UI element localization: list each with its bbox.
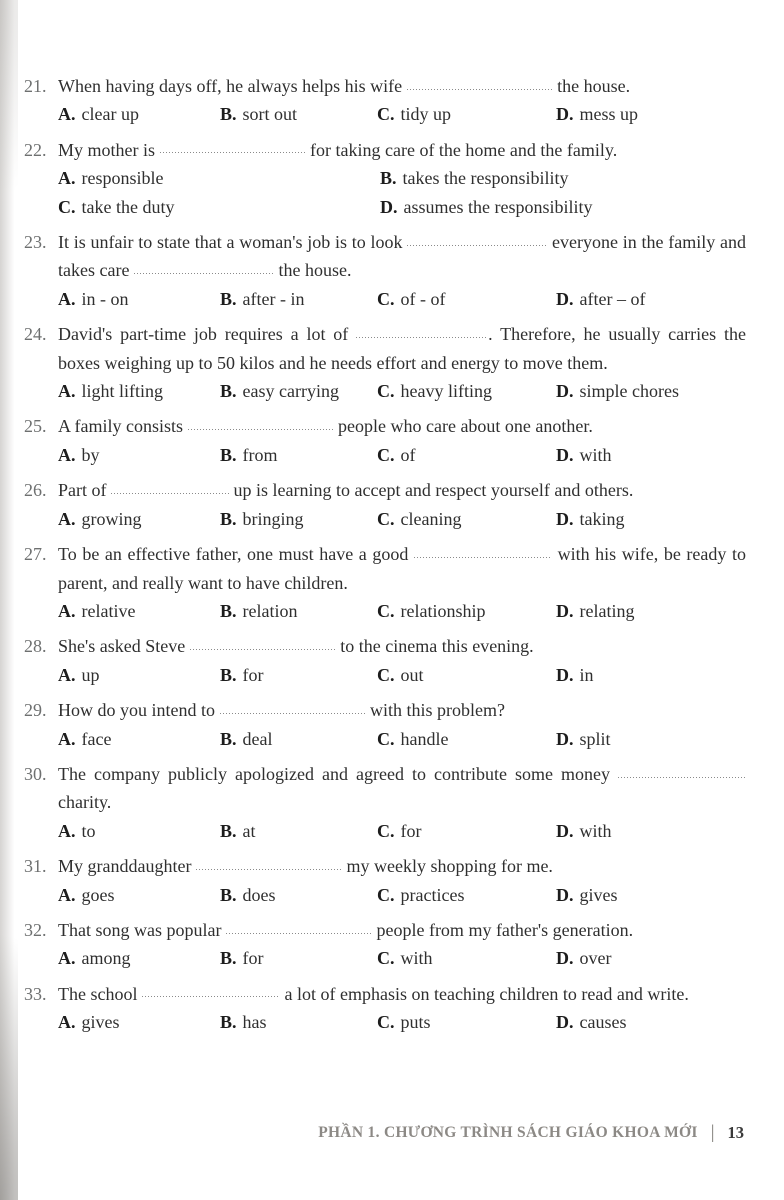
answer-option[interactable]	[220, 285, 377, 313]
option-letter: D.	[556, 664, 574, 685]
stem-text: David's part-time job requires a lot of	[58, 324, 357, 345]
page-number: 13	[727, 1123, 744, 1142]
options-row	[58, 817, 746, 845]
option-letter: A.	[58, 1012, 76, 1033]
question-number: 24.	[24, 324, 47, 345]
option-text: relating	[579, 600, 635, 621]
option-text: after - in	[242, 288, 305, 309]
option-text: responsible	[81, 168, 164, 189]
stem-text: When having days off, he always helps his wife	[58, 76, 407, 96]
question-item	[24, 476, 746, 533]
question-number: 29.	[24, 700, 47, 721]
question-item	[24, 696, 746, 753]
answer-blank[interactable]	[220, 702, 366, 716]
answer-option[interactable]	[220, 597, 377, 625]
option-letter: B.	[220, 948, 237, 969]
question-item	[24, 980, 746, 1037]
questions-list	[24, 72, 746, 1037]
question-stem	[58, 320, 746, 377]
option-letter: D.	[556, 381, 574, 402]
stem-text: for taking care of the home and the family.	[305, 139, 618, 160]
option-letter: A.	[58, 104, 76, 125]
option-text: deal	[242, 728, 273, 749]
answer-option[interactable]	[380, 164, 746, 192]
option-letter: A.	[58, 728, 76, 749]
option-letter: B.	[220, 288, 237, 309]
option-letter: C.	[377, 508, 395, 529]
answer-option[interactable]	[220, 505, 377, 533]
option-letter: C.	[377, 381, 395, 402]
option-text: in - on	[81, 288, 129, 309]
stem-text: the house.	[273, 260, 352, 281]
option-text: from	[242, 444, 278, 465]
option-text: with	[400, 948, 433, 969]
question-body	[58, 540, 746, 625]
option-letter: D.	[380, 196, 398, 217]
option-letter: C.	[377, 104, 395, 125]
options-row	[58, 285, 746, 313]
option-text: after – of	[579, 288, 646, 309]
answer-option[interactable]	[556, 505, 746, 533]
option-letter: C.	[377, 600, 395, 621]
options-row	[58, 505, 746, 533]
option-text: over	[579, 948, 612, 969]
answer-option[interactable]	[220, 441, 377, 469]
option-letter: B.	[220, 444, 237, 465]
stem-text: people who care about one another.	[333, 416, 593, 437]
question-body	[58, 72, 746, 129]
stem-text: My granddaughter	[58, 856, 196, 877]
option-letter: D.	[556, 884, 574, 905]
option-letter: B.	[220, 820, 237, 841]
question-number: 33.	[24, 983, 47, 1004]
answer-option[interactable]	[377, 725, 556, 753]
option-letter: D.	[556, 600, 574, 621]
option-text: assumes the responsibility	[403, 196, 593, 217]
option-text: split	[579, 728, 611, 749]
answer-option[interactable]	[556, 661, 746, 689]
option-text: in	[579, 664, 594, 685]
answer-option[interactable]	[58, 285, 220, 313]
options-row	[58, 377, 746, 405]
option-text: practices	[400, 884, 465, 905]
option-text: by	[81, 444, 100, 465]
option-text: of	[400, 444, 416, 465]
option-text: with	[579, 820, 612, 841]
question-number: 32.	[24, 919, 47, 940]
question-item	[24, 72, 746, 129]
options-row	[58, 661, 746, 689]
question-stem	[58, 916, 746, 944]
answer-option[interactable]	[58, 1008, 220, 1036]
question-number: 21.	[24, 76, 47, 96]
answer-option[interactable]	[58, 505, 220, 533]
answer-option[interactable]	[377, 285, 556, 313]
answer-blank[interactable]	[407, 78, 553, 92]
answer-blank[interactable]	[190, 638, 336, 652]
option-text: out	[400, 664, 424, 685]
answer-option[interactable]	[556, 441, 746, 469]
answer-blank[interactable]	[407, 234, 547, 248]
option-letter: B.	[220, 1012, 237, 1033]
question-item	[24, 760, 746, 845]
option-letter: B.	[220, 104, 237, 125]
option-letter: D.	[556, 444, 574, 465]
question-stem	[58, 136, 746, 164]
option-text: mess up	[579, 104, 638, 125]
answer-option[interactable]	[220, 1008, 377, 1036]
option-letter: B.	[380, 168, 397, 189]
option-text: sort out	[242, 104, 298, 125]
question-stem	[58, 412, 746, 440]
options-row	[58, 100, 746, 128]
options-row	[58, 1008, 746, 1036]
question-item	[24, 632, 746, 689]
question-body	[58, 412, 746, 469]
question-body	[58, 760, 746, 845]
answer-option[interactable]	[377, 597, 556, 625]
question-stem	[58, 632, 746, 660]
option-letter: B.	[220, 728, 237, 749]
option-letter: A.	[58, 884, 76, 905]
answer-option[interactable]	[58, 193, 380, 221]
answer-option[interactable]	[377, 944, 556, 972]
answer-option[interactable]	[58, 164, 380, 192]
option-text: goes	[81, 884, 115, 905]
option-letter: B.	[220, 884, 237, 905]
answer-option[interactable]	[377, 441, 556, 469]
option-text: gives	[81, 1012, 120, 1033]
stem-text: everyone in the family and takes care	[58, 232, 746, 281]
option-letter: B.	[220, 600, 237, 621]
option-letter: D.	[556, 728, 574, 749]
question-body	[58, 632, 746, 689]
answer-option[interactable]	[58, 881, 220, 909]
option-letter: D.	[556, 508, 574, 529]
answer-option[interactable]	[377, 1008, 556, 1036]
stem-text: That song was popular	[58, 919, 226, 940]
question-stem	[58, 228, 746, 285]
option-letter: D.	[556, 948, 574, 969]
stem-text: To be an effective father, one must have a good	[58, 544, 414, 565]
answer-option[interactable]	[377, 505, 556, 533]
stem-text: Part of	[58, 480, 111, 501]
stem-text: the house.	[552, 76, 631, 96]
footer-section-title: PHẦN 1. CHƯƠNG TRÌNH SÁCH GIÁO KHOA MỚI	[318, 1124, 698, 1141]
question-number: 26.	[24, 480, 47, 501]
option-letter: B.	[220, 381, 237, 402]
option-text: relationship	[400, 600, 486, 621]
answer-blank[interactable]	[356, 326, 488, 340]
option-letter: A.	[58, 948, 76, 969]
option-text: clear up	[81, 104, 139, 125]
question-stem	[58, 980, 746, 1008]
question-stem	[58, 72, 746, 100]
options-row	[58, 881, 746, 909]
answer-option[interactable]	[377, 661, 556, 689]
answer-option[interactable]	[58, 725, 220, 753]
options-row	[58, 164, 746, 221]
stem-text: How do you intend to	[58, 700, 220, 721]
answer-option[interactable]	[377, 817, 556, 845]
option-letter: C.	[377, 1012, 395, 1033]
option-letter: A.	[58, 444, 76, 465]
option-text: growing	[81, 508, 142, 529]
answer-option[interactable]	[58, 100, 220, 128]
option-letter: A.	[58, 600, 76, 621]
option-text: has	[242, 1012, 267, 1033]
option-letter: D.	[556, 1012, 574, 1033]
stem-text: with his wife, be ready to parent, and really want to have children.	[58, 544, 746, 593]
option-text: to	[81, 820, 96, 841]
answer-option[interactable]	[220, 881, 377, 909]
answer-blank[interactable]	[160, 141, 306, 155]
answer-option[interactable]	[556, 285, 746, 313]
answer-blank[interactable]	[618, 766, 746, 780]
stem-text: to the cinema this evening.	[335, 636, 534, 657]
option-letter: B.	[220, 664, 237, 685]
answer-option[interactable]	[58, 817, 220, 845]
option-letter: C.	[377, 948, 395, 969]
stem-text: up is learning to accept and respect yourself and others.	[229, 480, 634, 501]
options-row	[58, 725, 746, 753]
question-item	[24, 540, 746, 625]
question-stem	[58, 476, 746, 504]
answer-option[interactable]	[220, 944, 377, 972]
option-letter: A.	[58, 664, 76, 685]
answer-blank[interactable]	[226, 922, 372, 936]
option-letter: A.	[58, 288, 76, 309]
option-text: puts	[400, 1012, 431, 1033]
answer-option[interactable]	[220, 725, 377, 753]
answer-option[interactable]	[220, 817, 377, 845]
question-stem	[58, 852, 746, 880]
option-text: tidy up	[400, 104, 452, 125]
question-body	[58, 852, 746, 909]
question-body	[58, 476, 746, 533]
option-text: take the duty	[81, 196, 175, 217]
question-item	[24, 916, 746, 973]
option-letter: D.	[556, 104, 574, 125]
option-text: for	[400, 820, 422, 841]
option-text: relation	[242, 600, 298, 621]
question-stem	[58, 760, 746, 817]
stem-text: The company publicly apologized and agreed to contribute some money	[58, 763, 618, 784]
option-text: easy carrying	[242, 381, 339, 402]
answer-option[interactable]	[58, 597, 220, 625]
option-text: heavy lifting	[400, 381, 492, 402]
option-text: among	[81, 948, 131, 969]
answer-blank[interactable]	[142, 985, 280, 999]
option-text: light lifting	[81, 381, 164, 402]
option-text: takes the responsibility	[402, 168, 569, 189]
option-letter: C.	[377, 444, 395, 465]
option-text: for	[242, 664, 264, 685]
option-text: bringing	[242, 508, 304, 529]
answer-option[interactable]	[556, 100, 746, 128]
answer-option[interactable]	[377, 377, 556, 405]
question-stem	[58, 540, 746, 597]
option-text: cleaning	[400, 508, 462, 529]
question-stem	[58, 696, 746, 724]
question-number: 27.	[24, 544, 47, 565]
answer-option[interactable]	[377, 881, 556, 909]
answer-option[interactable]	[556, 597, 746, 625]
option-letter: C.	[377, 820, 395, 841]
answer-blank[interactable]	[111, 482, 229, 496]
footer-separator: |	[710, 1122, 715, 1143]
option-letter: A.	[58, 820, 76, 841]
option-text: does	[242, 884, 276, 905]
answer-blank[interactable]	[414, 546, 552, 560]
option-letter: C.	[377, 884, 395, 905]
stem-text: The school	[58, 983, 142, 1004]
page-footer	[318, 1122, 744, 1144]
option-text: taking	[579, 508, 625, 529]
stem-text: My mother is	[58, 139, 160, 160]
stem-text: She's asked Steve	[58, 636, 190, 657]
question-item	[24, 136, 746, 221]
answer-option[interactable]	[58, 441, 220, 469]
answer-option[interactable]	[220, 661, 377, 689]
stem-text: It is unfair to state that a woman's job is to look	[58, 232, 408, 253]
option-text: handle	[400, 728, 449, 749]
answer-option[interactable]	[556, 817, 746, 845]
option-letter: A.	[58, 168, 76, 189]
question-number: 30.	[24, 763, 47, 784]
options-row	[58, 944, 746, 972]
stem-text: . Therefore, he usually carries the boxes weighing up to 50 kilos and he needs effort and energy to move them.	[58, 324, 746, 373]
option-text: at	[242, 820, 256, 841]
question-number: 28.	[24, 636, 47, 657]
question-item	[24, 852, 746, 909]
answer-option[interactable]	[556, 1008, 746, 1036]
options-row	[58, 441, 746, 469]
question-body	[58, 228, 746, 313]
question-number: 23.	[24, 232, 47, 253]
option-letter: B.	[220, 508, 237, 529]
answer-option[interactable]	[556, 881, 746, 909]
option-text: for	[242, 948, 264, 969]
option-text: with	[579, 444, 612, 465]
answer-option[interactable]	[58, 661, 220, 689]
question-body	[58, 696, 746, 753]
stem-text: people from my father's generation.	[371, 919, 634, 940]
question-number: 25.	[24, 416, 47, 437]
stem-text: A family consists	[58, 416, 188, 437]
answer-option[interactable]	[380, 193, 746, 221]
answer-option[interactable]	[556, 725, 746, 753]
question-body	[58, 320, 746, 405]
option-text: gives	[579, 884, 618, 905]
answer-blank[interactable]	[188, 418, 334, 432]
question-number: 31.	[24, 856, 47, 877]
option-letter: A.	[58, 381, 76, 402]
option-letter: C.	[58, 196, 76, 217]
question-item	[24, 412, 746, 469]
option-letter: C.	[377, 728, 395, 749]
answer-blank[interactable]	[134, 262, 274, 276]
answer-option[interactable]	[58, 377, 220, 405]
option-text: causes	[579, 1012, 627, 1033]
question-item	[24, 228, 746, 313]
answer-option[interactable]	[58, 944, 220, 972]
option-text: relative	[81, 600, 136, 621]
question-item	[24, 320, 746, 405]
option-letter: D.	[556, 820, 574, 841]
answer-option[interactable]	[556, 944, 746, 972]
answer-blank[interactable]	[196, 858, 342, 872]
options-row	[58, 597, 746, 625]
option-letter: D.	[556, 288, 574, 309]
option-letter: C.	[377, 664, 395, 685]
option-text: of - of	[400, 288, 446, 309]
option-letter: A.	[58, 508, 76, 529]
option-text: simple chores	[579, 381, 679, 402]
stem-text: my weekly shopping for me.	[341, 856, 553, 877]
stem-text: charity.	[58, 792, 112, 813]
option-text: face	[81, 728, 112, 749]
answer-option[interactable]	[220, 100, 377, 128]
option-letter: C.	[377, 288, 395, 309]
stem-text: a lot of emphasis on teaching children to read and write.	[279, 983, 689, 1004]
answer-option[interactable]	[556, 377, 746, 405]
stem-text: with this problem?	[365, 700, 505, 721]
answer-option[interactable]	[377, 100, 556, 128]
question-body	[58, 916, 746, 973]
question-number: 22.	[24, 139, 47, 160]
option-text: up	[81, 664, 100, 685]
question-body	[58, 980, 746, 1037]
answer-option[interactable]	[220, 377, 377, 405]
question-body	[58, 136, 746, 221]
